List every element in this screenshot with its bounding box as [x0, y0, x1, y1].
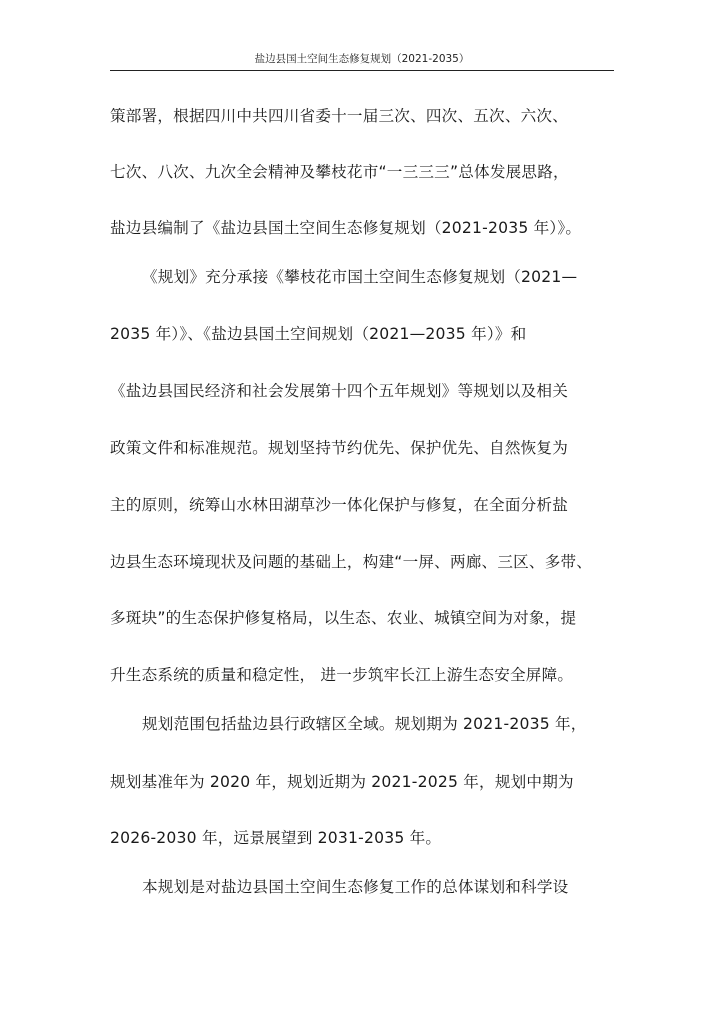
- text-line: 政策文件和标准规范。规划坚持节约优先、保护优先、自然恢复为: [110, 439, 569, 457]
- text-line: 规划基准年为 2020 年，规划近期为 2021-2025 年，规划中期为: [110, 773, 574, 791]
- text-line: 规划范围包括盐边县行政辖区全域。规划期为 2021-2035 年，: [142, 715, 587, 733]
- text-line: 边县生态环境现状及问题的基础上，构建“一屏、两廊、三区、多带、: [110, 553, 593, 571]
- text-line: 2035 年）》、《盐边县国土空间规划（2021—2035 年）》和: [110, 325, 527, 343]
- text-line: 升生态系统的质量和稳定性， 进一步筑牢长江上游生态安全屏障。: [110, 666, 574, 684]
- text-line: 《规划》充分承接《攀枝花市国土空间生态修复规划（2021—: [142, 268, 578, 286]
- text-line: 盐边县编制了《盐边县国土空间生态修复规划（2021-2035 年）》。: [110, 219, 582, 237]
- text-line: 七次、八次、九次全会精神及攀枝花市“一三三三”总体发展思路，: [110, 163, 569, 181]
- header-title: 盐边县国土空间生态修复规划（2021-2035）: [254, 53, 470, 65]
- text-line: 多斑块”的生态保护修复格局，以生态、农业、城镇空间为对象，提: [110, 609, 577, 627]
- page-header: [110, 52, 614, 71]
- text-line: 本规划是对盐边县国土空间生态修复工作的总体谋划和科学设: [142, 878, 569, 896]
- text-line: 主的原则，统筹山水林田湖草沙一体化保护与修复，在全面分析盐: [110, 496, 569, 514]
- text-line: 2026-2030 年，远景展望到 2031-2035 年。: [110, 829, 442, 847]
- text-line: 策部署，根据四川中共四川省委十一届三次、四次、五次、六次、: [110, 107, 569, 125]
- text-line: 《盐边县国民经济和社会发展第十四个五年规划》等规划以及相关: [110, 382, 569, 400]
